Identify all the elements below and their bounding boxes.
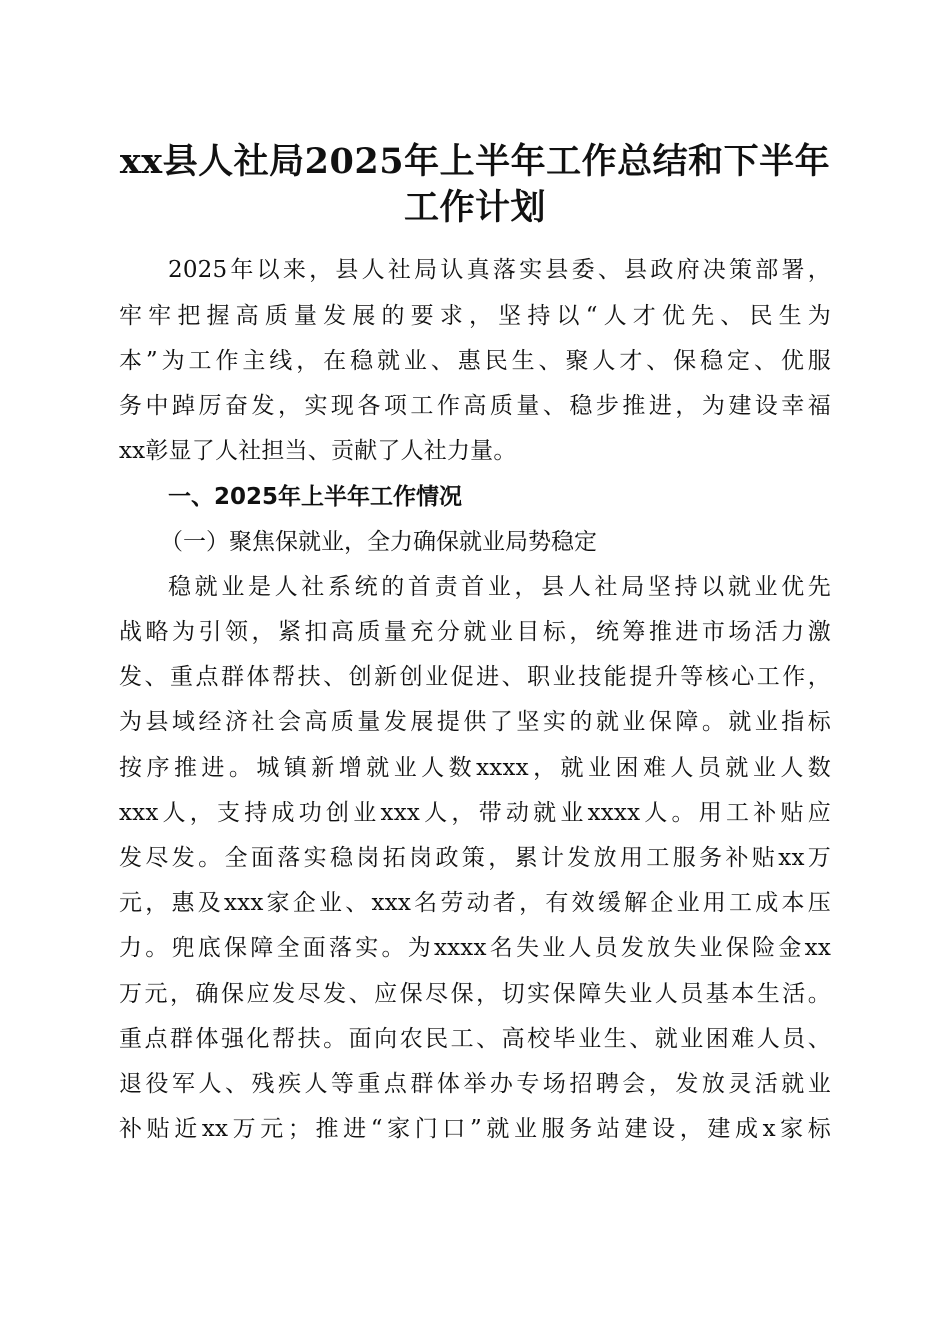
body-line-1: 稳就业是人社系统的首责首业，县人社局坚持以就业优先 bbox=[168, 574, 831, 600]
intro-line-5: xx彰显了人社担当、贡献了人社力量。 bbox=[119, 438, 517, 464]
body-line-6: xxx人，支持成功创业xxx人，带动就业xxxx人。用工补贴应 bbox=[119, 800, 831, 826]
intro-line-3: 本”为工作主线，在稳就业、惠民生、聚人才、保稳定、优服 bbox=[119, 348, 831, 374]
body-line-2: 战略为引领，紧扣高质量充分就业目标，统筹推进市场活力激 bbox=[119, 619, 831, 645]
body-line-11: 重点群体强化帮扶。面向农民工、高校毕业生、就业困难人员、 bbox=[119, 1026, 831, 1052]
body-line-3: 发、重点群体帮扶、创新创业促进、职业技能提升等核心工作， bbox=[119, 664, 831, 690]
body-line-8: 元，惠及xxx家企业、xxx名劳动者，有效缓解企业用工成本压 bbox=[119, 890, 831, 916]
body-line-10: 万元，确保应发尽发、应保尽保，切实保障失业人员基本生活。 bbox=[119, 981, 831, 1007]
section-heading-1: 一、2025年上半年工作情况 bbox=[168, 484, 463, 510]
document-title-line-2: 工作计划 bbox=[403, 187, 546, 228]
body-line-4: 为县域经济社会高质量发展提供了坚实的就业保障。就业指标 bbox=[119, 709, 831, 735]
subsection-heading-1: （一）聚焦保就业，全力确保就业局势稳定 bbox=[160, 529, 597, 555]
body-line-12: 退役军人、残疾人等重点群体举办专场招聘会，发放灵活就业 bbox=[119, 1071, 831, 1097]
document-title-line-1: xx县人社局2025年上半年工作总结和下半年 bbox=[119, 141, 831, 182]
intro-line-2: 牢牢把握高质量发展的要求，坚持以“人才优先、民生为 bbox=[119, 303, 831, 329]
intro-line-4: 务中踔厉奋发，实现各项工作高质量、稳步推进，为建设幸福 bbox=[119, 393, 831, 419]
body-line-13: 补贴近xx万元；推进“家门口”就业服务站建设，建成x家标 bbox=[119, 1116, 831, 1142]
body-line-5: 按序推进。城镇新增就业人数xxxx，就业困难人员就业人数 bbox=[119, 755, 831, 781]
body-line-9: 力。兜底保障全面落实。为xxxx名失业人员发放失业保险金xx bbox=[119, 935, 831, 961]
intro-line-1: 2025年以来，县人社局认真落实县委、县政府决策部署， bbox=[168, 257, 831, 283]
body-line-7: 发尽发。全面落实稳岗拓岗政策，累计发放用工服务补贴xx万 bbox=[119, 845, 831, 871]
